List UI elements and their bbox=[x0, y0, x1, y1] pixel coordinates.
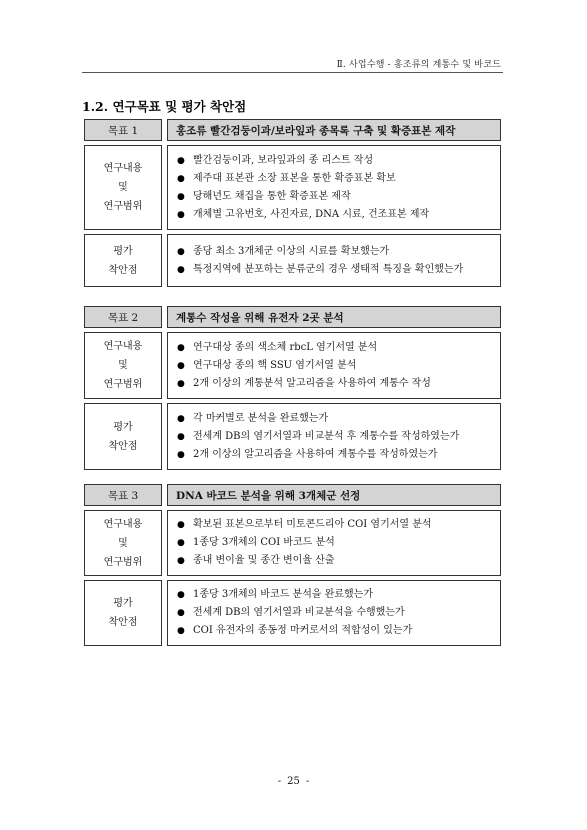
bullet-icon: ● bbox=[177, 378, 185, 389]
goal-label: 목표 2 bbox=[85, 307, 162, 328]
bullet-icon: ● bbox=[177, 342, 185, 353]
evaluation-row bbox=[85, 235, 501, 287]
bullet-icon: ● bbox=[177, 264, 185, 275]
research-row bbox=[85, 511, 501, 576]
goal-header-row bbox=[85, 307, 501, 328]
list-item: ● 제주대 표본관 소장 표본을 통한 확증표본 확보 bbox=[177, 170, 499, 188]
bullet-icon: ● bbox=[177, 608, 185, 618]
evaluation-label: 평가 착안점 bbox=[85, 235, 162, 287]
evaluation-content-cell bbox=[168, 404, 501, 470]
goal-table-2 bbox=[84, 306, 501, 470]
bullet-icon: ● bbox=[177, 173, 185, 184]
page-number: - 25 - bbox=[277, 776, 310, 787]
list-item: ● 종당 최소 3개체군 이상의 시료를 확보했는가 bbox=[177, 243, 499, 261]
list-item: ● 각 마커별로 분석을 완료했는가 bbox=[177, 410, 499, 428]
research-scope-label: 연구내용 및 연구범위 bbox=[85, 146, 162, 230]
research-scope-label: 연구내용 및 연구범위 bbox=[85, 333, 162, 399]
bullet-icon: ● bbox=[177, 590, 185, 600]
list-item: ● 연구대상 종의 색소체 rbcL 염기서열 분석 bbox=[177, 339, 499, 357]
evaluation-content-cell bbox=[168, 235, 501, 287]
evaluation-label: 평가 착안점 bbox=[85, 404, 162, 470]
bullet-icon: ● bbox=[177, 520, 185, 530]
research-content-cell bbox=[168, 333, 501, 399]
goal-title: 계통수 작성을 위해 유전자 2곳 분석 bbox=[168, 307, 501, 328]
goal-title: DNA 바코드 분석을 위해 3개체군 선정 bbox=[168, 485, 501, 506]
bullet-icon: ● bbox=[177, 449, 185, 460]
goal-header-row bbox=[85, 485, 501, 506]
list-item: ● COI 유전자의 종동정 마커로서의 적합성이 있는가 bbox=[177, 622, 499, 640]
header-rule bbox=[82, 72, 503, 73]
list-item: ● 확보된 표본으로부터 미토콘드리아 COI 염기서열 분석 bbox=[177, 516, 499, 534]
research-content-cell bbox=[168, 511, 501, 576]
bullet-icon: ● bbox=[177, 191, 185, 202]
goal-label: 목표 3 bbox=[85, 485, 162, 506]
bullet-icon: ● bbox=[177, 431, 185, 442]
list-item: ● 2개 이상의 알고리즘을 사용하여 계통수를 작성하였는가 bbox=[177, 446, 499, 464]
list-item: ● 1종당 3개체의 바코드 분석을 완료했는가 bbox=[177, 586, 499, 604]
list-item: ● 2개 이상의 계통분석 알고리즘을 사용하여 계통수 작성 bbox=[177, 375, 499, 393]
evaluation-row bbox=[85, 581, 501, 646]
research-row bbox=[85, 146, 501, 230]
research-content-cell bbox=[168, 146, 501, 230]
goal-label: 목표 1 bbox=[85, 120, 162, 141]
bullet-icon: ● bbox=[177, 246, 185, 257]
list-item: ● 빨간검둥이과, 보라잎과의 종 리스트 작성 bbox=[177, 152, 499, 170]
list-item: ● 전세계 DB의 염기서열과 비교분석을 수행했는가 bbox=[177, 604, 499, 622]
research-row bbox=[85, 333, 501, 399]
bullet-icon: ● bbox=[177, 155, 185, 166]
goal-table-1 bbox=[84, 119, 501, 287]
list-item: ● 당해년도 채집을 통한 확증표본 제작 bbox=[177, 188, 499, 206]
goal-header-row bbox=[85, 120, 501, 141]
bullet-icon: ● bbox=[177, 556, 185, 566]
running-header: Ⅱ. 사업수행 - 홍조류의 계통수 및 바코드 bbox=[336, 60, 501, 70]
evaluation-content-cell bbox=[168, 581, 501, 646]
bullet-icon: ● bbox=[177, 209, 185, 220]
list-item: ● 전세계 DB의 염기서열과 비교분석 후 계통수를 작성하였는가 bbox=[177, 428, 499, 446]
list-item: ● 특정지역에 분포하는 분류군의 경우 생태적 특징을 확인했는가 bbox=[177, 261, 499, 279]
list-item: ● 종내 변이율 및 종간 변이율 산출 bbox=[177, 552, 499, 570]
list-item: ● 연구대상 종의 핵 SSU 염기서열 분석 bbox=[177, 357, 499, 375]
section-title: 1.2. 연구목표 및 평가 착안점 bbox=[82, 99, 247, 114]
bullet-icon: ● bbox=[177, 626, 185, 636]
bullet-icon: ● bbox=[177, 413, 185, 424]
evaluation-row bbox=[85, 404, 501, 470]
list-item: ● 1종당 3개체의 COI 바코드 분석 bbox=[177, 534, 499, 552]
bullet-icon: ● bbox=[177, 360, 185, 371]
list-item: ● 개체별 고유번호, 사진자료, DNA 시료, 건조표본 제작 bbox=[177, 206, 499, 224]
evaluation-label: 평가 착안점 bbox=[85, 581, 162, 646]
bullet-icon: ● bbox=[177, 538, 185, 548]
goal-title: 홍조류 빨간검둥이과/보라잎과 종목록 구축 및 확증표본 제작 bbox=[168, 120, 501, 141]
research-scope-label: 연구내용 및 연구범위 bbox=[85, 511, 162, 576]
goal-table-3 bbox=[84, 484, 501, 646]
